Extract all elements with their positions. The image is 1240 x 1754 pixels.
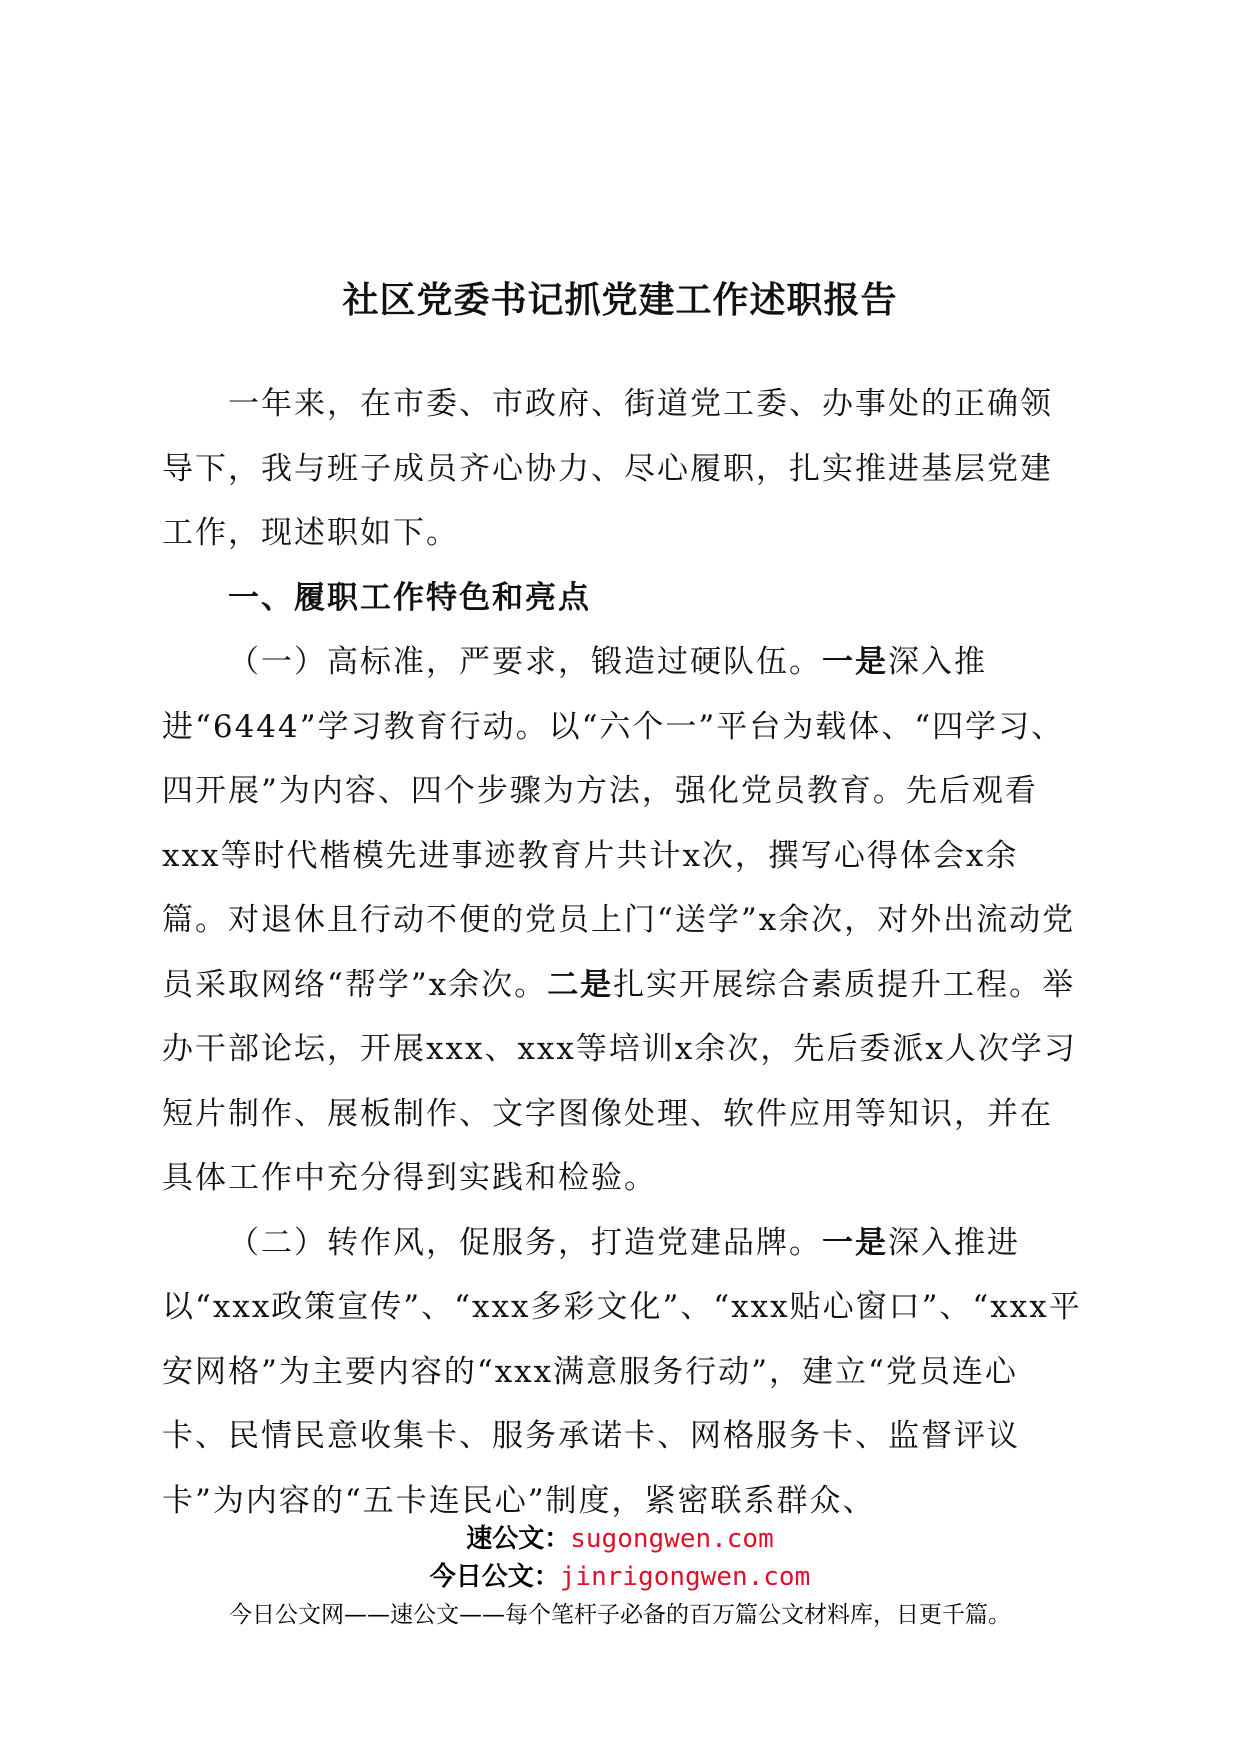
footer-watermark (0, 1520, 1240, 1632)
subsection-one-heading: （一）高标准，严要求，锻造过硬队伍。 (228, 644, 822, 680)
footer-slogan: 今日公文网——速公文——每个笔杆子必备的百万篇公文材料库，日更千篇。 (229, 1602, 1011, 1628)
subsection-two-paragraph (162, 1211, 1082, 1534)
subsection-one-paragraph (162, 630, 1082, 1211)
footer-link-jinrigongwen[interactable]: jinrigongwen.com (559, 1562, 811, 1592)
footer-line-sugongwen (0, 1520, 1240, 1558)
section-heading-one: 一、履职工作特色和亮点 (228, 579, 591, 616)
footer-label-jinrigongwen: 今日公文： (429, 1562, 560, 1592)
subsection-one-lead-one: 一是 (822, 644, 888, 680)
page-title: 社区党委书记抓党建工作述职报告 (342, 279, 898, 321)
subsection-one-text-one: 深入推进“6444”学习教育行动。以“六个一”平台为载体、“四学习、四开展”为内容、四个步骤为方法，强化党员教育。先后观看xxx等时代楷模先进事迹教育片共计x次，撰写心得体会x余篇。对退休且行动不便的党员上门“送学”x余次，对外出流动党员采取网络“帮学”x余次。 (162, 644, 1076, 1003)
subsection-one-text-two: 扎实开展综合素质提升工程。举办干部论坛，开展xxx、xxx等培训x余次，先后委派x人次学习短片制作、展板制作、文字图像处理、软件应用等知识，并在具体工作中充分得到实践和检验。 (162, 966, 1077, 1196)
footer-link-sugongwen[interactable]: sugongwen.com (570, 1524, 774, 1554)
subsection-two-lead-one: 一是 (822, 1224, 888, 1261)
subsection-two-text-one: 深入推进以“xxx政策宣传”、“xxx多彩文化”、“xxx贴心窗口”、“xxx平安网格”为主要内容的“xxx满意服务行动”，建立“党员连心卡、民情民意收集卡、服务承诺卡、网格服务卡、监督评议卡”为内容的“五卡连民心”制度，紧密联系群众、 (162, 1224, 1082, 1519)
footer-label-sugongwen: 速公文： (466, 1524, 571, 1554)
document-body (162, 372, 1082, 1533)
subsection-one-lead-two: 二是 (547, 966, 614, 1003)
intro-paragraph: 一年来，在市委、市政府、街道党工委、办事处的正确领导下，我与班子成员齐心协力、尽心履职，扎实推进基层党建工作，现述职如下。 (162, 386, 1053, 551)
footer-line-jinrigongwen (0, 1558, 1240, 1596)
subsection-two-heading: （二）转作风，促服务，打造党建品牌。 (228, 1224, 822, 1261)
